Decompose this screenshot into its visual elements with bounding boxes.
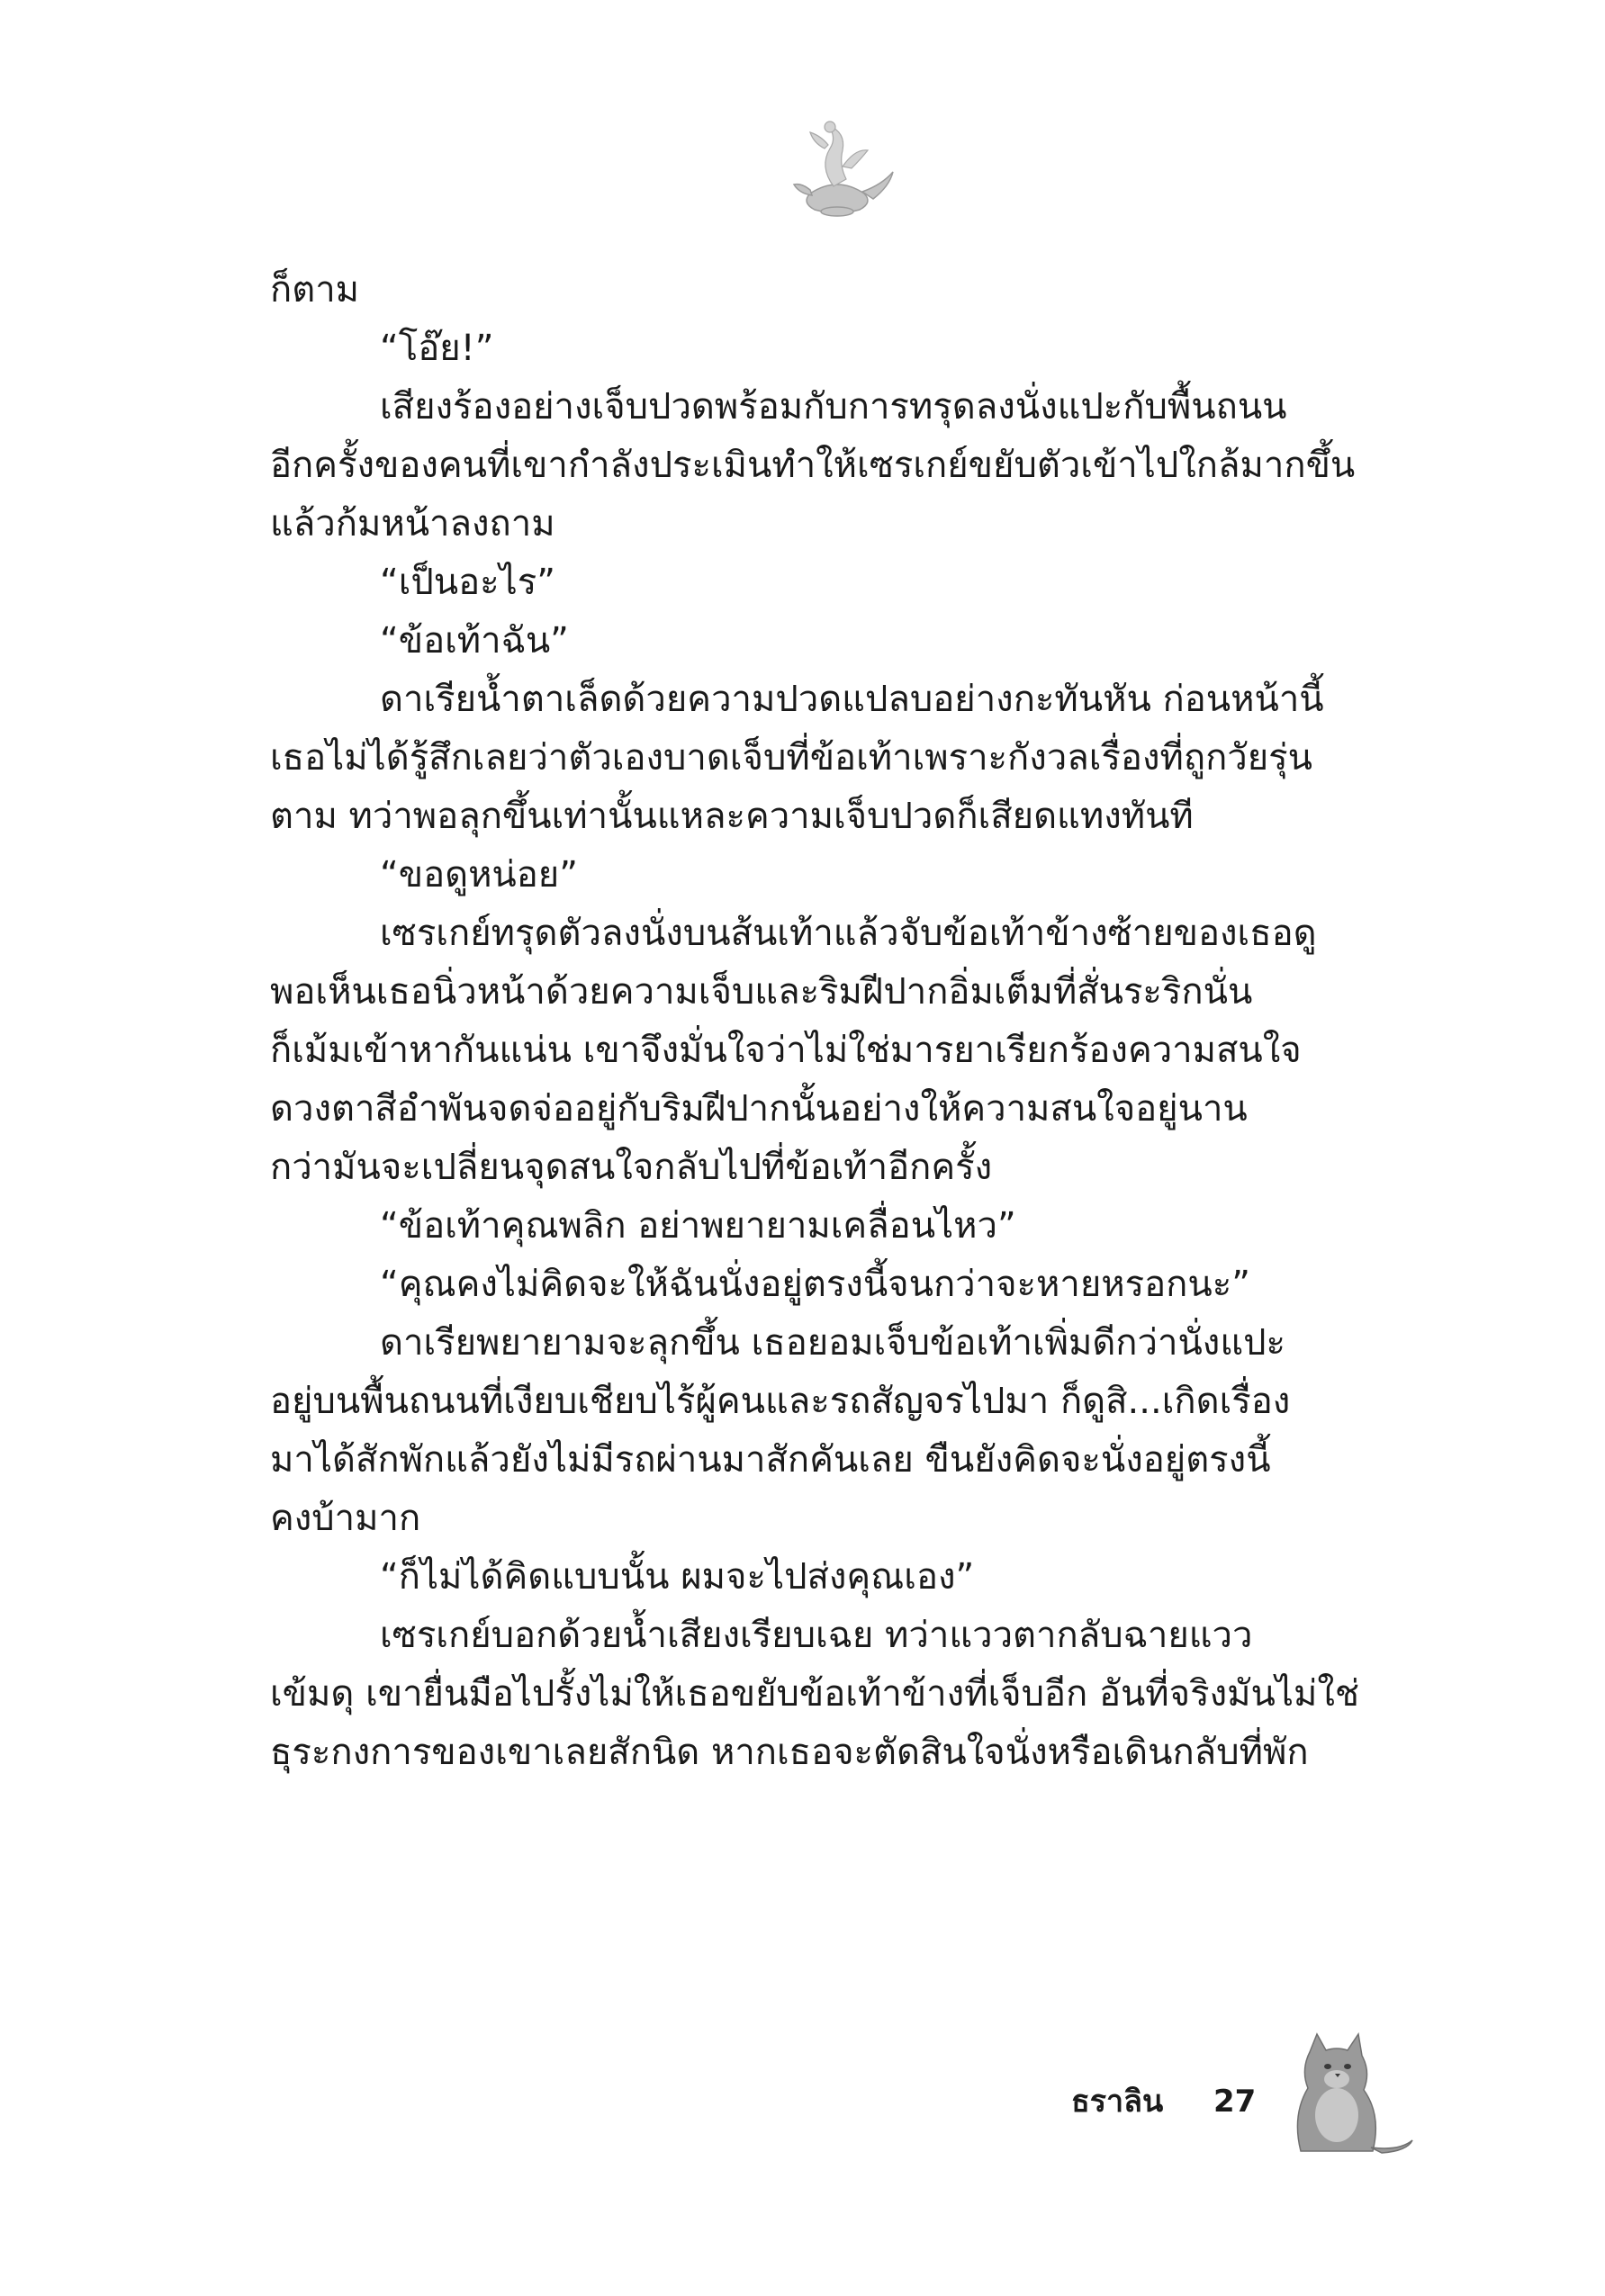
text-line: ตาม ทว่าพอลุกขึ้นเท่านั้นแหละความเจ็บปวดก็เสียดแทงทันที [270, 796, 1194, 837]
text-line: “คุณคงไม่คิดจะให้ฉันนั่งอยู่ตรงนี้จนกว่าจะหายหรอกนะ” [380, 1264, 1250, 1305]
text-line: แล้วก้มหน้าลงถาม [270, 503, 555, 545]
text-line: เสียงร้องอย่างเจ็บปวดพร้อมกับการทรุดลงนั่งแปะกับพื้นถนน [380, 386, 1287, 428]
teapot-ornament-icon [774, 113, 900, 221]
text-line: อีกครั้งของคนที่เขากำลังประเมินทำให้เซรเกย์ขยับตัวเข้าไปใกล้มากขึ้น [270, 445, 1356, 486]
text-line: ก็เม้มเข้าหากันแน่น เขาจึงมั่นใจว่าไม่ใช่มารยาเรียกร้องความสนใจ [270, 1030, 1302, 1071]
cat-illustration-icon [1265, 2016, 1418, 2156]
body-text [270, 261, 1413, 1782]
text-line: พอเห็นเธอนิ่วหน้าด้วยความเจ็บและริมฝีปากอิ่มเต็มที่สั่นระริกนั่น [270, 971, 1253, 1013]
text-line: เซรเกย์ทรุดตัวลงนั่งบนส้นเท้าแล้วจับข้อเท้าข้างซ้ายของเธอดู [380, 913, 1317, 954]
text-line: เธอไม่ได้รู้สึกเลยว่าตัวเองบาดเจ็บที่ข้อเท้าเพราะกังวลเรื่องที่ถูกวัยรุ่น [270, 737, 1313, 779]
text-line: ดาเรียน้ำตาเล็ดด้วยความปวดแปลบอย่างกะทันหัน ก่อนหน้านี้ [380, 679, 1324, 720]
text-line: “ข้อเท้าคุณพลิก อย่าพยายามเคลื่อนไหว” [380, 1205, 1016, 1247]
text-line: “ก็ไม่ได้คิดแบบนั้น ผมจะไปส่งคุณเอง” [380, 1556, 975, 1598]
text-line: “ข้อเท้าฉัน” [380, 620, 569, 662]
text-line: มาได้สักพักแล้วยังไม่มีรถผ่านมาสักคันเลย ขืนยังคิดจะนั่งอยู่ตรงนี้ [270, 1439, 1271, 1481]
text-line: “ขอดูหน่อย” [380, 854, 578, 896]
text-line: ก็ตาม [270, 269, 360, 311]
text-line: “เป็นอะไร” [380, 562, 555, 603]
text-line: กว่ามันจะเปลี่ยนจุดสนใจกลับไปที่ข้อเท้าอีกครั้ง [270, 1147, 993, 1188]
text-line: เซรเกย์บอกด้วยน้ำเสียงเรียบเฉย ทว่าแววตากลับฉายแวว [380, 1615, 1253, 1656]
text-line: อยู่บนพื้นถนนที่เงียบเชียบไร้ผู้คนและรถสัญจรไปมา ก็ดูสิ...เกิดเรื่อง [270, 1381, 1291, 1422]
page-number: 27 [1213, 2084, 1257, 2120]
text-line: ธุระกงการของเขาเลยสักนิด หากเธอจะตัดสินใจนั่งหรือเดินกลับที่พัก [270, 1732, 1309, 1773]
text-line: ดาเรียพยายามจะลุกขึ้น เธอยอมเจ็บข้อเท้าเพิ่มดีกว่านั่งแปะ [380, 1322, 1285, 1364]
text-line: คงบ้ามาก [270, 1498, 421, 1539]
footer-author: ธราลิน [1071, 2084, 1164, 2120]
text-line: “โอ๊ย!” [380, 328, 494, 369]
text-line: ดวงตาสีอำพันจดจ่ออยู่กับริมฝีปากนั้นอย่างให้ความสนใจอยู่นาน [270, 1088, 1248, 1130]
text-line: เข้มดุ เขายื่นมือไปรั้งไม่ให้เธอขยับข้อเท้าข้างที่เจ็บอีก อันที่จริงมันไม่ใช่ [270, 1673, 1359, 1715]
